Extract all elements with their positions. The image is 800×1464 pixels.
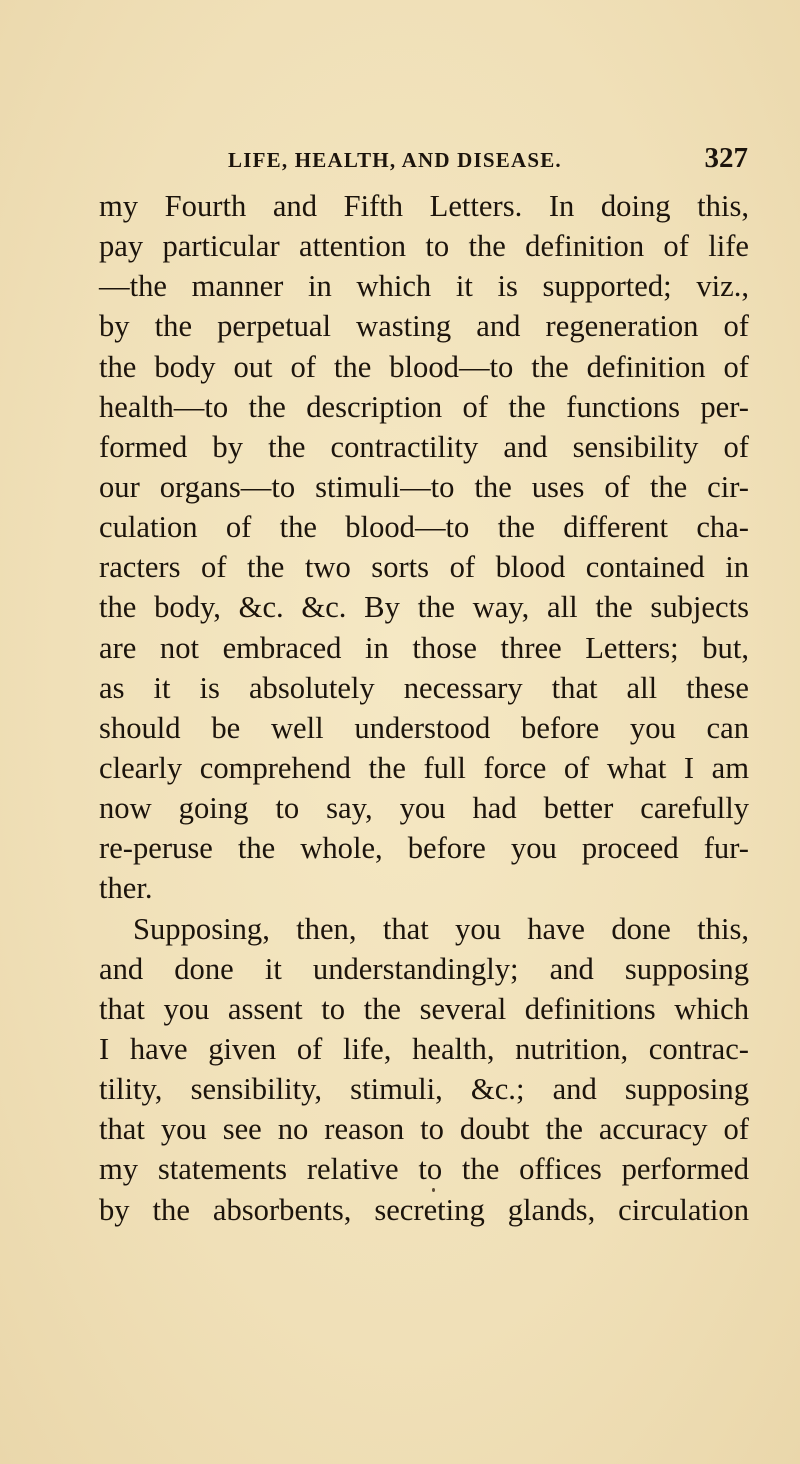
page-number: 327	[704, 142, 748, 174]
text-line: that you assent to the several definitions which	[99, 991, 749, 1026]
text-line: by the absorbents, secreting glands, circulation	[99, 1192, 749, 1227]
text-line: clearly comprehend the full force of what I am	[99, 750, 749, 785]
text-line: culation of the blood—to the different cha-	[99, 510, 749, 545]
text-line: re-peruse the whole, before you proceed fur-	[99, 831, 749, 866]
text-line: are not embraced in those three Letters; but,	[99, 630, 749, 665]
text-line: Supposing, then, that you have done this,	[133, 911, 749, 946]
text-line: the body out of the blood—to the definition of	[99, 349, 749, 384]
text-line: I have given of life, health, nutrition, contrac-	[99, 1031, 749, 1066]
running-head	[228, 142, 748, 180]
text-line: my statements relative to the offices performed	[99, 1152, 749, 1187]
text-line: by the perpetual wasting and regeneration of	[99, 309, 749, 344]
text-line: tility, sensibility, stimuli, &c.; and supposing	[99, 1072, 749, 1107]
text-line: racters of the two sorts of blood contained in	[99, 550, 749, 585]
text-line: my Fourth and Fifth Letters. In doing this,	[99, 189, 749, 223]
text-line: —the manner in which it is supported; viz.,	[99, 269, 749, 304]
text-line: that you see no reason to doubt the accuracy of	[99, 1112, 749, 1147]
paper-speck	[432, 1188, 435, 1192]
text-line: now going to say, you had better carefully	[99, 791, 749, 826]
text-line: and done it understandingly; and supposing	[99, 951, 749, 986]
text-line: should be well understood before you can	[99, 710, 749, 745]
text-line: pay particular attention to the definition of life	[99, 229, 749, 264]
text-line: health—to the description of the functions per-	[99, 389, 749, 424]
text-line: as it is absolutely necessary that all these	[99, 670, 749, 705]
running-title: LIFE, HEALTH, AND DISEASE.	[228, 148, 562, 172]
text-line: our organs—to stimuli—to the uses of the cir-	[99, 469, 749, 504]
text-line: ther.	[99, 871, 153, 906]
text-line: formed by the contractility and sensibility of	[99, 429, 749, 464]
text-line: the body, &c. &c. By the way, all the subjects	[99, 590, 749, 625]
body-text	[99, 186, 749, 1230]
